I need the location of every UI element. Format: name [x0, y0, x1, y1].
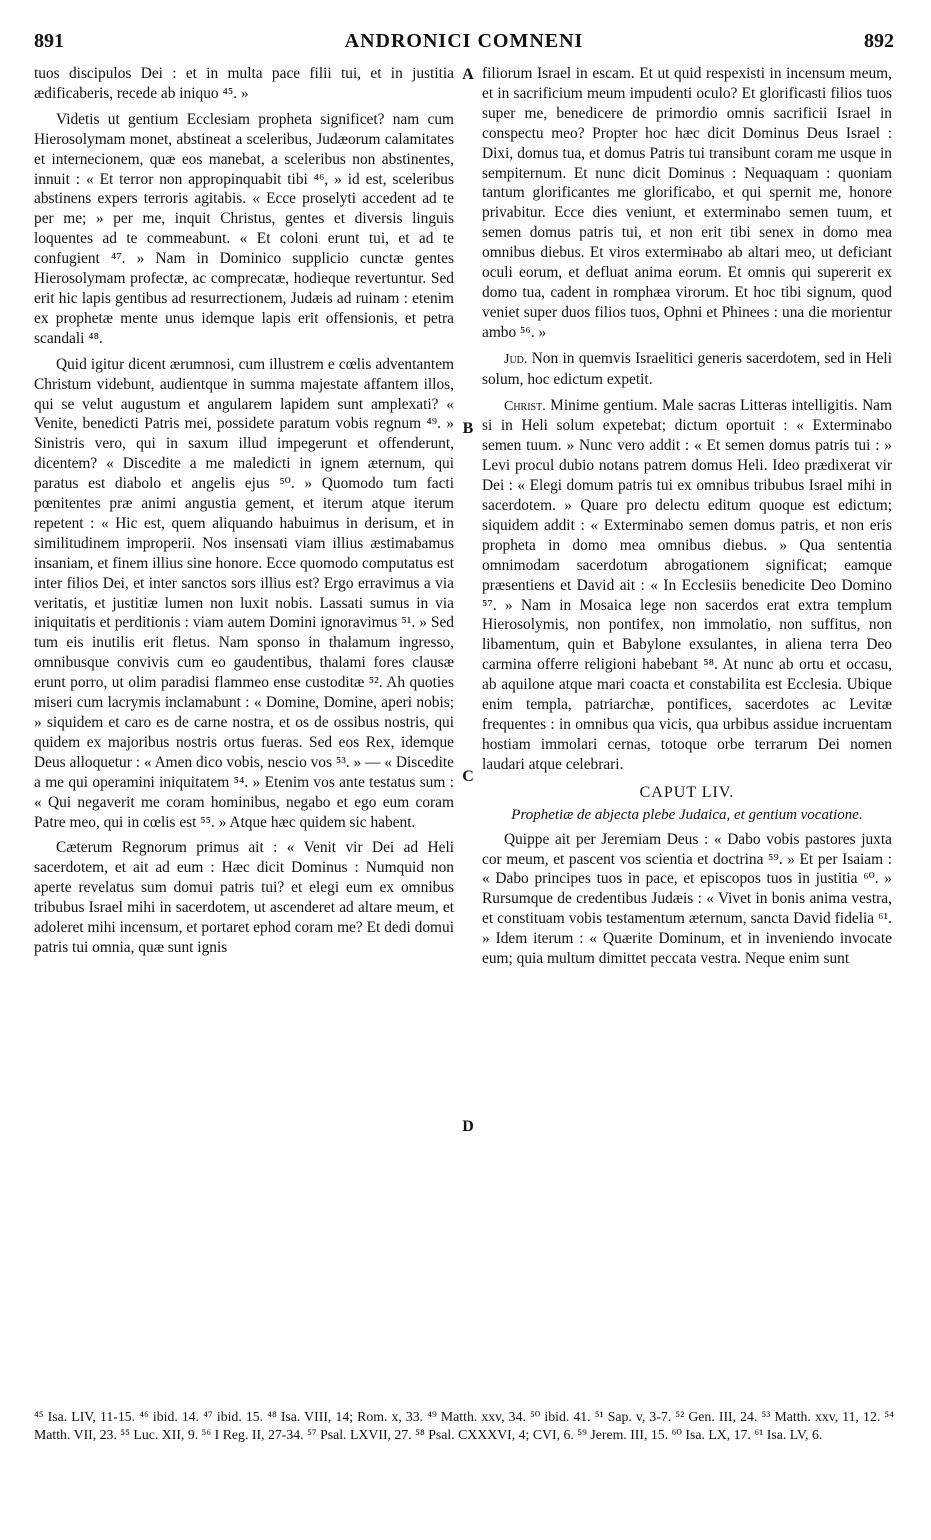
dialogue-text: Minime gentium. Male sacras Litteras intelligitis. Nam si in Heli solum expetebat; dictum oportuit : « Exterminabo semen tuum. » Nunc vero addit : « Et semen domus patris tui : » Levi procul dubio notans patrem domus Heli. Ideo prædixerat vir Dei : « Elegi domum patris tui ex omnibus tribubus Israel mihi in sacerdotem. » Quare pro delectu editum quoque est edictum; siquidem addit : « Exterminabo semen domus patris, et non eris propheta in domo mea omnibus diebus. » Qua sententia omnimodam sacerdotum abrogationem significat; eamque præsentiens et David ait : « In Ecclesiis benedicite Deo Domino ⁵⁷. » Nam in Mosaica lege non sacerdos erat extra templum Hierosolymis, non pontifex, non immolatio, non suffitus, non libamentum, quin et Babylone exsulantes, in aliena terra Deo carmina offerre religioni habebant ⁵⁸. At nunc ab ortu et occasu, ab aquilone atque mari coacta et constabilita est Ecclesia. Ubique enim templa, patriarchæ, pontifices, sacerdotes ac Levitæ frequentes : in omnibus qua vicis, qua urbibus assidue incruentam hostiam immolari cernas, totoque orbe terrarum Dei nomen laudari atque celebrari.: [482, 396, 892, 773]
paragraph: Quid igitur dicent ærumnosi, cum illustrem e cœlis adventantem Christum videbunt, audientque in summa majestate affantem illos, qui se velut augustum et angularem lapidem sunt amplexati? « Venite, benedicti Patris mei, possidete paratum vobis regnum ⁴⁹. » Sinistris vero, qui in saxum illud impegerunt et offenderunt, dicentem? « Discedite a me maledicti in ignem æternum, qui paratus est diabolo et angelis ejus ⁵⁰. » Quomodo tum facti pœnitentes præ animi angustia gement, et iterum atque iterum repetent : « Hic est, quem aliquando habuimus in derisum, et in similitudinem improperii. Nos insensati viam illius æstimabamus insaniam, et finem illius sine honore. Ecce quomodo computatus est inter filios Dei, et inter sanctos sors illius est? Ergo erravimus a via veritatis, et justitiæ lumen non luxit nobis. Lassati sumus in via iniquitatis et perditionis : viam autem Domini ignoravimus ⁵¹. » Sed tum eis inutilis erit fletus. Nam sponso in thalamum ingresso, omnibusque convivis cum eo gaudentibus, thalami fores clausæ erunt porro, ut olim paradisi flammeo ense custoditæ ⁵². Ah quoties miseri cum lacrymis inclamabunt : « Domine, Domine, aperi nobis; » siquidem et caro es de carne nostra, et os de ossibus nostris, qui quidem ex majoribus nostris ortus fueras. Sed eos Rex, idemque Deus alloquetur : « Amen dico vobis, nescio vos ⁵³. » — « Discedite a me qui operamini iniquitatem ⁵⁴. » Etenim vos ante testatus sum : « Qui negaverit me coram hominibus, negabo et ego eum coram Patre meo, qui in cœlis est ⁵⁵. » Atque hæc quidem sic habent.: [34, 355, 454, 831]
page-number-left: 891: [34, 30, 64, 52]
page-header: [34, 30, 894, 60]
section-marker-a: A: [462, 66, 474, 83]
running-title: ANDRONICI COMNENI: [344, 30, 584, 52]
page-number-right: 892: [864, 30, 894, 52]
paragraph: Quippe ait per Jeremiam Deus : « Dabo vobis pastores juxta cor meum, et pascent vos scientia et doctrina ⁵⁹. » Et per Isaiam : « Dabo principes tuos in pace, et episcopos tuos in justitia ⁶⁰. » Rursumque de credentibus Judæis : « Vivet in bonis anima vestra, et constituam vobis testamentum æternum, sancta David fidelia ⁶¹. » Idem iterum : « Quærite Dominum, et in inveniendo invocate eum; quia multum dimittet peccata vestra. Neque enim sunt: [482, 830, 892, 968]
section-marker-d: D: [462, 1118, 474, 1135]
section-marker-c: C: [462, 768, 474, 785]
speaker-label: Christ.: [504, 398, 546, 414]
dialogue-text: Non in quemvis Israelitici generis sacerdotem, sed in Heli solum, hoc edictum expetit.: [482, 349, 892, 388]
section-marker-b: B: [462, 420, 474, 437]
paragraph: filiorum Israel in escam. Et ut quid respexisti in incensum meum, et in sacrificium meum impudenti oculo? Et glorificasti filios tuos super me, benedicere de primordio omnis sacrificii Israel in conspectu meo? Propter hoc hæc dicit Dominus Deus Israel : Dixi, domus tua, et domus Patris tui transibunt coram me usque in sempiternum. Et nunc dicit Dominus : Nequaquam : quoniam tantum glorificantes me glorificabo, et qui spernit me, honore privabitur. Ecce dies veniunt, et exterminabo semen tuum, et semen domus patris tui, et non erit tibi senex in domo mea omnibus diebus. Et viros extermінabo ab altari meo, ut deficiant oculi eorum, et defluat anima eorum. Et omnis qui supererit ex domo tua, cadent in romphæa virorum. Et hoc tibi signum, quod veniet super duos filios tuos, Ophni et Phinees : una die morientur ambo ⁵⁶. »: [482, 65, 892, 341]
dialogue-paragraph: [482, 349, 892, 390]
left-column: [34, 64, 454, 1394]
footnotes: ⁴⁵ Isa. LIV, 11-15. ⁴⁶ ibid. 14. ⁴⁷ ibid. 15. ⁴⁸ Isa. VIII, 14; Rom. x, 33. ⁴⁹ Matth. xxv, 34. ⁵⁰ ibid. 41. ⁵¹ Sap. v, 3-7. ⁵² Gen. III, 24. ⁵³ Matth. xxv, 11, 12. ⁵⁴ Matth. VII, 23. ⁵⁵ Luc. XII, 9. ⁵⁶ I Reg. II, 27-34. ⁵⁷ Psal. LXVII, 27. ⁵⁸ Psal. CXXXVI, 4; CVI, 6. ⁵⁹ Jerem. III, 15. ⁶⁰ Isa. LX, 17. ⁶¹ Isa. LV, 6.: [34, 1409, 894, 1442]
chapter-title: CAPUT LIV.: [639, 783, 735, 801]
chapter-subtitle: Prophetiæ de abjecta plebe Judaica, et gentium vocatione.: [511, 806, 863, 823]
paragraph: Videtis ut gentium Ecclesiam propheta significet? nam cum Hierosolymam monet, abstineat a sceleribus, Judæorum calamitates et internecionem, quæ eos manebat, a sceleribus non abstinentes, innuit : « Et terror non appropinquabit tibi ⁴⁶, » id est, sceleribus abstinens expers terroris agitabis. « Ecce proselyti accedent ad te per me; » per me, inquit Christus, gentes et diversis linguis loquentes ad te commeabunt. « Et coloni erunt tui, et ad te confugient ⁴⁷. » Nam in Dominico supplicio cunctæ gentes Hierosolymam profectæ, ac comprecatæ, hodieque revertuntur. Sed erit hic lapis gentibus ad resurrectionem, Judæis ad ruinam : etenim ex prophetæ mente unus idemque lapis erit offensionis, et petra scandali ⁴⁸.: [34, 110, 454, 347]
paragraph: tuos discipulos Dei : et in multa pace filii tui, et in justitia ædificaberis, recede ab iniquo ⁴⁵. »: [34, 65, 454, 102]
dialogue-paragraph: [482, 396, 892, 775]
right-column: [482, 64, 892, 1394]
speaker-label: Jud.: [504, 351, 528, 367]
paragraph: Cæterum Regnorum primus ait : « Venit vir Dei ad Heli sacerdotem, et ait ad eum : Hæc dicit Dominus : Numquid non aperte revelatus sum domui patris tui? et elegi eum ex omnibus tribubus Israel mihi in sacerdotem, ut ascenderet ad altare meum, et adoleret mihi incensum, et portaret ephod coram me? Et dedi domui patris tui omnia, quæ sunt ignis: [34, 839, 454, 956]
